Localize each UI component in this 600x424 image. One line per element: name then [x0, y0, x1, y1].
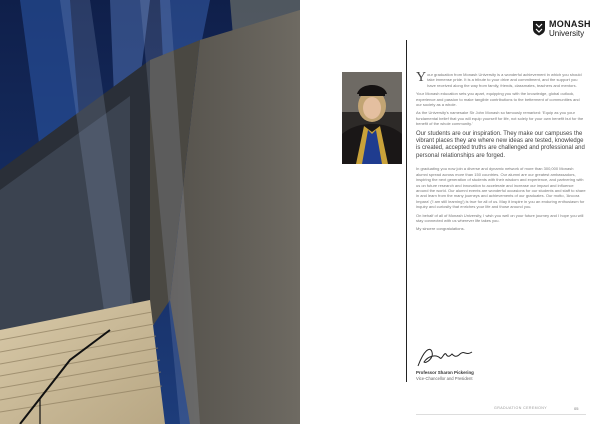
letter-paragraph: As the University's namesake Sir John Monash so famously remarked: 'Equip as you your fundamental belief that you will equip yourself for life, not solely for your own benefit but for the benefit of the whole community.'	[416, 110, 584, 127]
letter-paragraph: Your Monash education sets you apart, equipping you with the knowledge, global outlook, experience and passion to make tangible contributions to the betterment of communities and our society as a whole.	[416, 91, 580, 108]
footer-rule	[416, 414, 586, 415]
signature-image	[416, 342, 476, 370]
signatory-name: Professor Sharon Pickering	[416, 370, 474, 375]
shield-icon	[532, 20, 546, 36]
logo-subtitle: University	[549, 29, 585, 38]
letter-paragraph: On behalf of all of Monash University, I wish you well on your future journey and I hope you will stay connected with us wherever life takes you.	[416, 212, 584, 223]
letter-paragraph: In graduating you now join a diverse and dynamic network of more than 300,000 Monash alumni spread across more than 150 countries. Our alumni are our greatest ambassadors, inspiring the next generation of students with their wisdom and experience, and partnering with us on future research and innovation to accelerate and increase our impact and influence around the world. Our alumni events are wonderful occasions for our students and staff to share in and learn from the many journeys and achievements of our graduates. Our motto, 'Ancora Impara' ('I am still learning') is true for all of us. May it inspire in you an enduring enthusiasm for inquiry and curiosity that enriches your life and those around you.	[416, 166, 586, 210]
monash-logo	[532, 18, 598, 40]
vertical-divider	[406, 40, 407, 382]
letter-paragraph: Your graduation from Monash University is a wonderful achievement in which you should take immense pride. It is a tribute to your drive and commitment, and the support you have received along the way from family, friends, classmates, teachers and mentors.	[416, 70, 582, 88]
chancellor-portrait	[342, 72, 402, 164]
signatory-title: Vice-Chancellor and President	[416, 376, 473, 381]
letter-paragraph: My sincere congratulations.	[416, 226, 465, 232]
graduation-letter	[416, 72, 586, 235]
footer-label: GRADUATION CEREMONY	[494, 406, 548, 410]
pull-quote: Our students are our inspiration. They make our campuses the vibrant places they are where new ideas are tested, knowledge is created, accepted truths are challenged and professional and personal relationships are forged.	[416, 130, 585, 159]
page-number: 05	[574, 406, 579, 411]
logo-name: MONASH	[549, 19, 591, 29]
